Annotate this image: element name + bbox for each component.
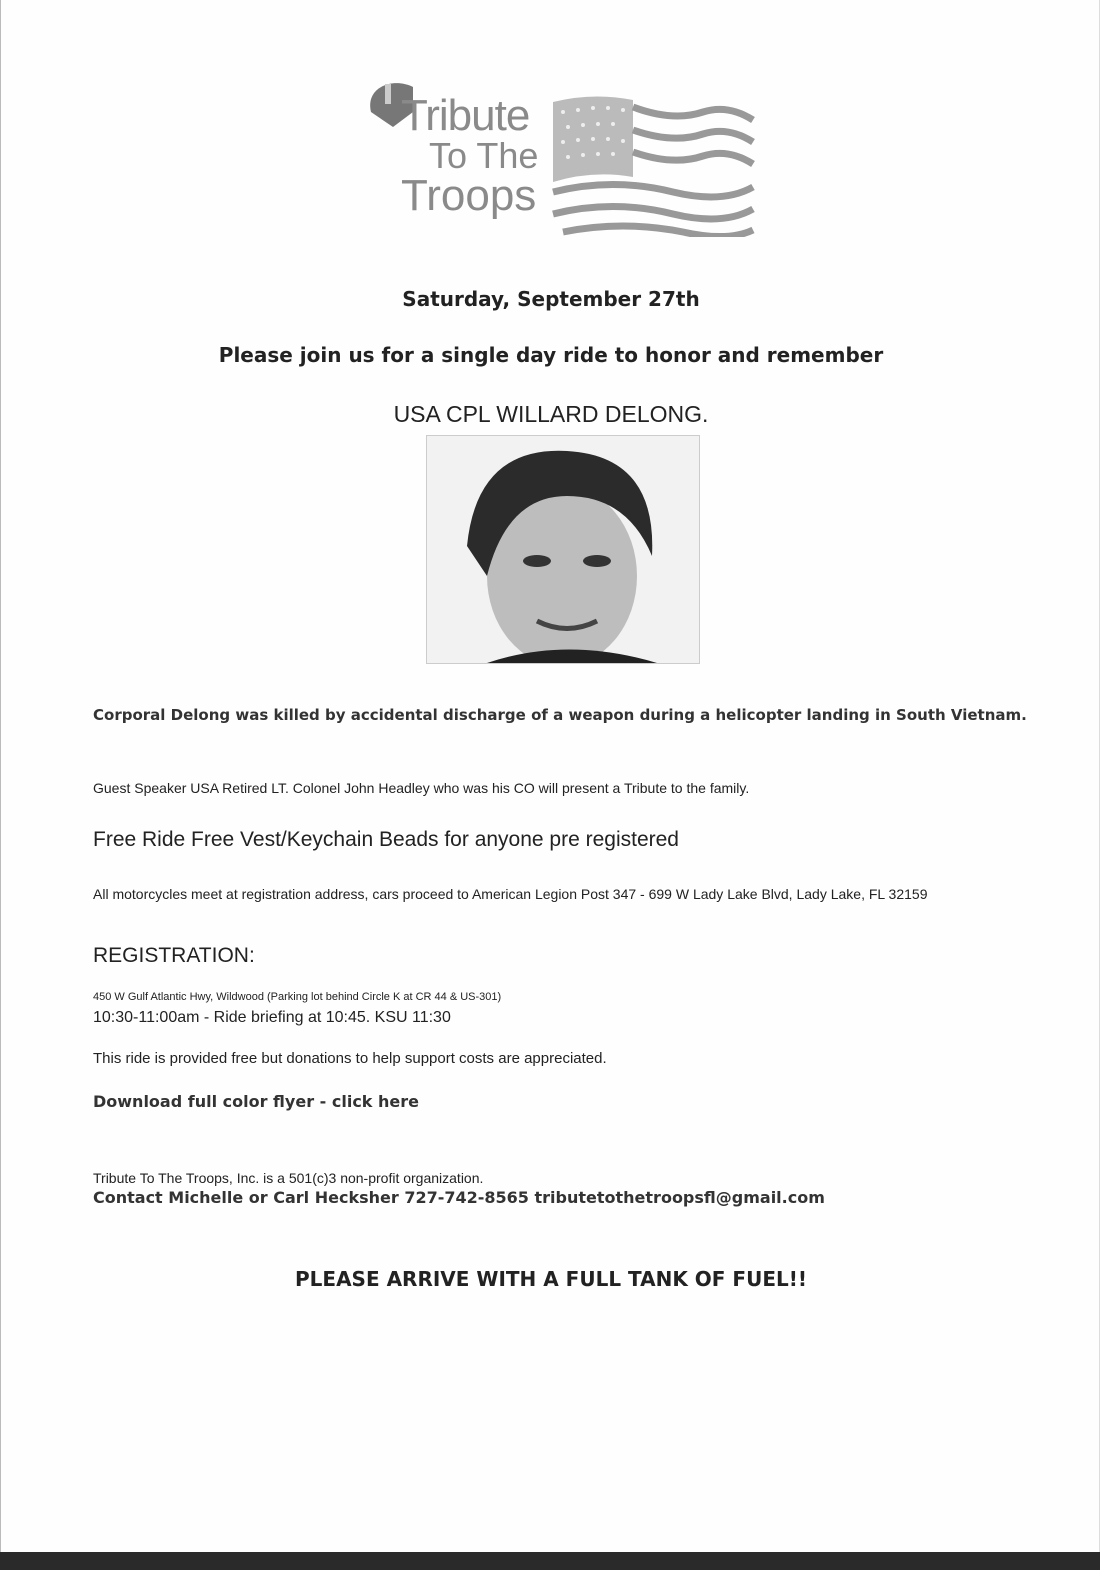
- honoree-name: USA CPL WILLARD DELONG.: [393, 401, 709, 427]
- contact-info: Contact Michelle or Carl Hecksher 727-742-8565 tributetothetroopsfl@gmail.com: [93, 1188, 825, 1207]
- meeting-instructions: All motorcycles meet at registration address, cars proceed to American Legion Post 347 - 699 W Lady Lake Blvd, Lady Lake, FL 32159: [93, 886, 928, 902]
- guest-speaker: Guest Speaker USA Retired LT. Colonel John Headley who was his CO will present a Tribute to the family.: [93, 780, 750, 796]
- logo-text-troops: Troops: [401, 171, 537, 220]
- free-ride-note: Free Ride Free Vest/Keychain Beads for anyone pre registered: [93, 828, 679, 851]
- logo-text-tribute: Tribute: [401, 91, 530, 140]
- nonprofit-statement: Tribute To The Troops, Inc. is a 501(c)3 non-profit organization.: [93, 1170, 484, 1186]
- registration-address: 450 W Gulf Atlantic Hwy, Wildwood (Parking lot behind Circle K at CR 44 & US-301): [93, 991, 502, 1003]
- portrait-image-icon: [427, 436, 699, 663]
- download-flyer-link[interactable]: Download full color flyer - click here: [93, 1092, 419, 1111]
- fuel-notice: PLEASE ARRIVE WITH A FULL TANK OF FUEL!!: [295, 1267, 807, 1291]
- event-date: Saturday, September 27th: [402, 287, 700, 311]
- logo-text-to-the: To The: [429, 135, 539, 176]
- donation-note: This ride is provided free but donations to help support costs are appreciated.: [93, 1050, 607, 1067]
- honoree-photo: [426, 435, 700, 664]
- registration-time: 10:30-11:00am - Ride briefing at 10:45. KSU 11:30: [93, 1009, 451, 1026]
- registration-heading: REGISTRATION:: [93, 944, 255, 967]
- event-invite: Please join us for a single day ride to honor and remember: [218, 343, 884, 367]
- killed-description: Corporal Delong was killed by accidental discharge of a weapon during a helicopter landing in South Vietnam.: [93, 706, 1027, 724]
- bottom-bar: [0, 1552, 1100, 1570]
- tribute-to-the-troops-logo: [363, 72, 758, 237]
